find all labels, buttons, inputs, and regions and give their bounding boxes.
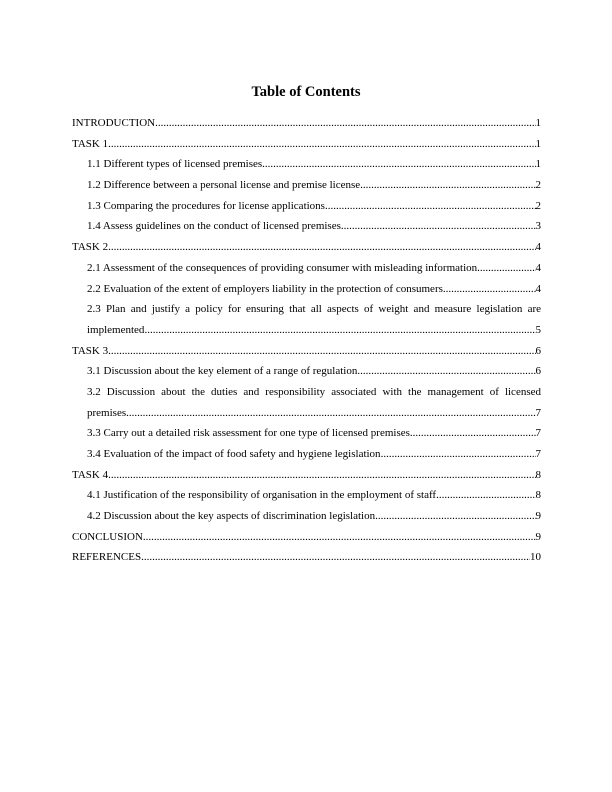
toc-page-number: 8: [535, 468, 541, 481]
toc-entry-task-3[interactable]: [72, 341, 541, 362]
toc-page-number: 4: [535, 241, 541, 254]
toc-page-number: 2: [535, 199, 541, 212]
toc-page-number: 1: [535, 137, 541, 150]
toc-entry-label: 1.4 Assess guidelines on the conduct of licensed premises: [87, 220, 341, 233]
toc-entry-3-4[interactable]: [72, 444, 541, 465]
toc-entry-1-1[interactable]: [72, 154, 541, 175]
toc-page-number: 4: [535, 282, 541, 295]
dot-leader: [341, 216, 536, 237]
toc-entry-references[interactable]: [72, 547, 541, 568]
dot-leader: [262, 154, 535, 175]
dot-leader: [155, 113, 535, 134]
toc-page-number: 9: [535, 510, 541, 523]
toc-entry-label: 1.3 Comparing the procedures for license applications: [87, 199, 325, 212]
dot-leader: [108, 134, 535, 155]
toc-entry-introduction[interactable]: [72, 113, 541, 134]
toc-page-number: 2: [535, 179, 541, 192]
toc-entry-label: CONCLUSION: [72, 530, 143, 543]
toc-entry-4-1[interactable]: [72, 485, 541, 506]
toc-page-number: 1: [535, 117, 541, 129]
toc-entry-1-4[interactable]: [72, 216, 541, 237]
toc-page-number: 3: [535, 220, 541, 233]
toc-entry-task-2[interactable]: [72, 237, 541, 258]
toc-entry-label: 2.2 Evaluation of the extent of employers liability in the protection of consumers: [87, 282, 443, 295]
toc-entry-3-1[interactable]: [72, 361, 541, 382]
dot-leader: [143, 527, 536, 548]
toc-page-number: 7: [535, 448, 541, 460]
dot-leader: [144, 320, 535, 341]
dot-leader: [410, 423, 536, 444]
toc-page-number: 1: [535, 158, 541, 171]
toc-entry-task-4[interactable]: [72, 465, 541, 486]
toc-entry-label: 4.1 Justification of the responsibility of organisation in the employment of staff: [87, 489, 437, 502]
dot-leader: [108, 465, 535, 486]
toc-page-number: 7: [535, 427, 541, 440]
toc-entry-label: 2.1 Assessment of the consequences of providing consumer with misleading information: [87, 261, 478, 274]
toc-entry-label: 3.1 Discussion about the key element of a range of regulation: [87, 365, 358, 378]
dot-leader: [381, 444, 536, 465]
page-title: Table of Contents: [251, 84, 361, 100]
toc-entry-conclusion[interactable]: [72, 527, 541, 548]
toc-entry-label: 3.2 Discussion about the duties and responsibility associated with the management of licensed: [87, 385, 541, 398]
toc-entry-label: 2.3 Plan and justify a policy for ensuring that all aspects of weight and measure legislation are: [87, 303, 541, 316]
toc-entry-2-3[interactable]: [72, 299, 541, 340]
toc-page-number: 7: [535, 406, 541, 419]
toc-entry-label: 3.4 Evaluation of the impact of food safety and hygiene legislation: [87, 448, 381, 460]
toc-entry-label: 3.3 Carry out a detailed risk assessment for one type of licensed premises: [87, 427, 410, 440]
dot-leader: [436, 485, 535, 506]
toc-entry-1-2[interactable]: [72, 175, 541, 196]
dot-leader: [443, 279, 536, 300]
toc-page-number: 4: [535, 261, 541, 274]
toc-entry-label: TASK 4: [72, 468, 109, 481]
dot-leader: [108, 341, 535, 362]
table-of-contents: [72, 113, 541, 568]
dot-leader: [360, 175, 535, 196]
dot-leader: [357, 361, 535, 382]
toc-entry-label: 1.1 Different types of licensed premises: [87, 158, 263, 171]
toc-entry-2-1[interactable]: [72, 258, 541, 279]
toc-entry-label: 4.2 Discussion about the key aspects of discrimination legislation: [87, 510, 376, 523]
dot-leader: [141, 547, 530, 568]
dot-leader: [325, 196, 536, 217]
toc-entry-3-2[interactable]: [72, 382, 541, 423]
toc-entry-task-1[interactable]: [72, 134, 541, 155]
toc-entry-label: TASK 1: [72, 137, 109, 150]
toc-page-number: 5: [535, 323, 541, 336]
toc-page-number: 10: [530, 551, 541, 564]
toc-entry-3-3[interactable]: [72, 423, 541, 444]
toc-entry-label-continued: implemented: [87, 323, 145, 336]
toc-entry-label: REFERENCES: [72, 551, 142, 564]
toc-page-number: 6: [535, 365, 541, 378]
toc-entry-label: 1.2 Difference between a personal license and premise license: [87, 179, 361, 192]
toc-page-number: 8: [535, 489, 541, 502]
toc-entry-label: TASK 2: [72, 241, 109, 254]
dot-leader: [477, 258, 535, 279]
toc-entry-1-3[interactable]: [72, 196, 541, 217]
toc-page-number: 6: [535, 344, 541, 357]
dot-leader: [375, 506, 535, 527]
toc-entry-label: INTRODUCTION: [72, 117, 156, 129]
toc-page-number: 9: [535, 530, 541, 543]
toc-entry-label-continued: premises: [87, 406, 127, 419]
dot-leader: [108, 237, 535, 258]
toc-entry-4-2[interactable]: [72, 506, 541, 527]
dot-leader: [126, 403, 535, 424]
toc-entry-label: TASK 3: [72, 344, 109, 357]
toc-entry-2-2[interactable]: [72, 279, 541, 300]
